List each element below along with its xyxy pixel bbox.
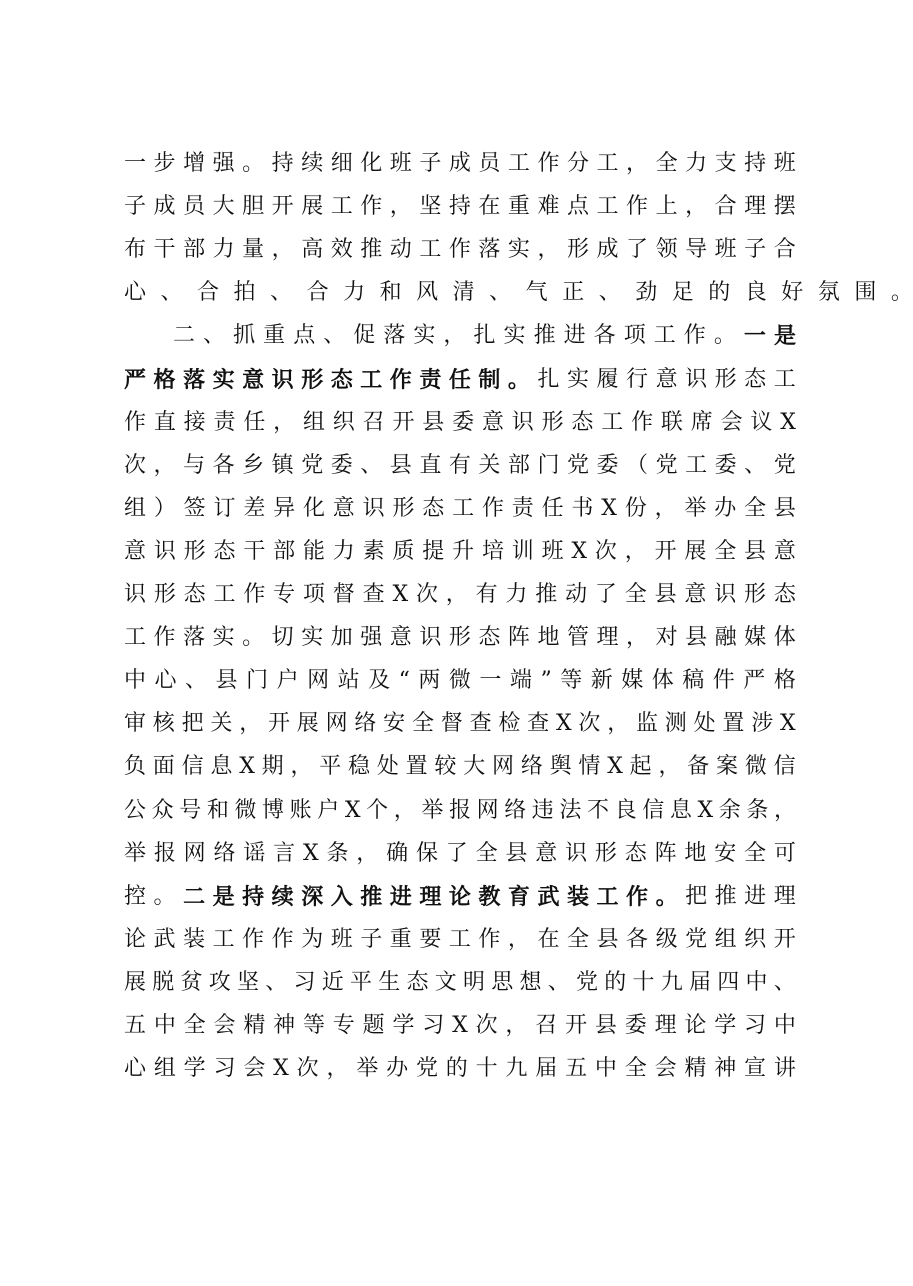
text-line: 控 。 二 是 持 续 深 入 推 进 理 论 教 育 武 装 工 作 。 把 推 进 理	[124, 884, 796, 910]
text-line: 审 核 把 关 ， 开 展 网 络 安 全 督 查 检 查 X 次 ， 监 测 处 置 涉 X	[124, 711, 796, 736]
text-line: 次 ， 与 各 乡 镇 党 委 、 县 直 有 关 部 门 党 委 （ 党 工 委 、 党	[124, 453, 796, 478]
text-line: 公 众 号 和 微 博 账 户 X 个 ， 举 报 网 络 违 法 不 良 信 息 X 余 条 ，	[124, 798, 796, 823]
text-line: 论 武 装 工 作 作 为 班 子 重 要 工 作 ， 在 全 县 各 级 党 组 织 开	[124, 927, 796, 952]
text-line: 工 作 落 实 。 切 实 加 强 意 识 形 态 阵 地 管 理 ， 对 县 融 媒 体	[124, 625, 796, 650]
text-line: 识 形 态 工 作 专 项 督 查 X 次 ， 有 力 推 动 了 全 县 意 识 形 态	[124, 582, 796, 607]
text-line: 一 步 增 强 。 持 续 细 化 班 子 成 员 工 作 分 工 ， 全 力 支 持 班	[124, 151, 796, 176]
text-line: 组 ） 签 订 差 异 化 意 识 形 态 工 作 责 任 书 X 份 ， 举 办 全 县	[124, 496, 796, 521]
text-line: 负 面 信 息 X 期 ， 平 稳 处 置 较 大 网 络 舆 情 X 起 ， 备 案 微 信	[124, 754, 796, 779]
text-line: 作 直 接 责 任 ， 组 织 召 开 县 委 意 识 形 态 工 作 联 席 会 议 X	[124, 410, 796, 435]
text-line: 严 格 落 实 意 识 形 态 工 作 责 任 制 。 扎 实 履 行 意 识 形 态 工	[124, 367, 796, 393]
text-line: 中 心 、 县 门 户 网 站 及 “ 两 微 一 端 ” 等 新 媒 体 稿 件 严 格	[124, 668, 796, 693]
text-line: 二 、 抓 重 点 、 促 落 实 ， 扎 实 推 进 各 项 工 作 。 一 是	[173, 323, 796, 349]
text-line: 意 识 形 态 干 部 能 力 素 质 提 升 培 训 班 X 次 ， 开 展 全 县 意	[124, 539, 796, 564]
text-line: 五 中 全 会 精 神 等 专 题 学 习 X 次 ， 召 开 县 委 理 论 学 习 中	[124, 1013, 796, 1038]
text-line: 举 报 网 络 谣 言 X 条 ， 确 保 了 全 县 意 识 形 态 阵 地 安 全 可	[124, 841, 796, 866]
text-line: 心 、 合 拍 、 合 力 和 风 清 、 气 正 、 劲 足 的 良 好 氛 围 。	[124, 280, 913, 305]
text-line: 子 成 员 大 胆 开 展 工 作 ， 坚 持 在 重 难 点 工 作 上 ， 合 理 摆	[124, 194, 796, 219]
text-line: 展 脱 贫 攻 坚 、 习 近 平 生 态 文 明 思 想 、 党 的 十 九 届 四 中 、	[124, 970, 796, 995]
text-line: 布 干 部 力 量 ， 高 效 推 动 工 作 落 实 ， 形 成 了 领 导 班 子 合	[124, 237, 796, 262]
text-line: 心 组 学 习 会 X 次 ， 举 办 党 的 十 九 届 五 中 全 会 精 神 宣 讲	[124, 1056, 796, 1081]
